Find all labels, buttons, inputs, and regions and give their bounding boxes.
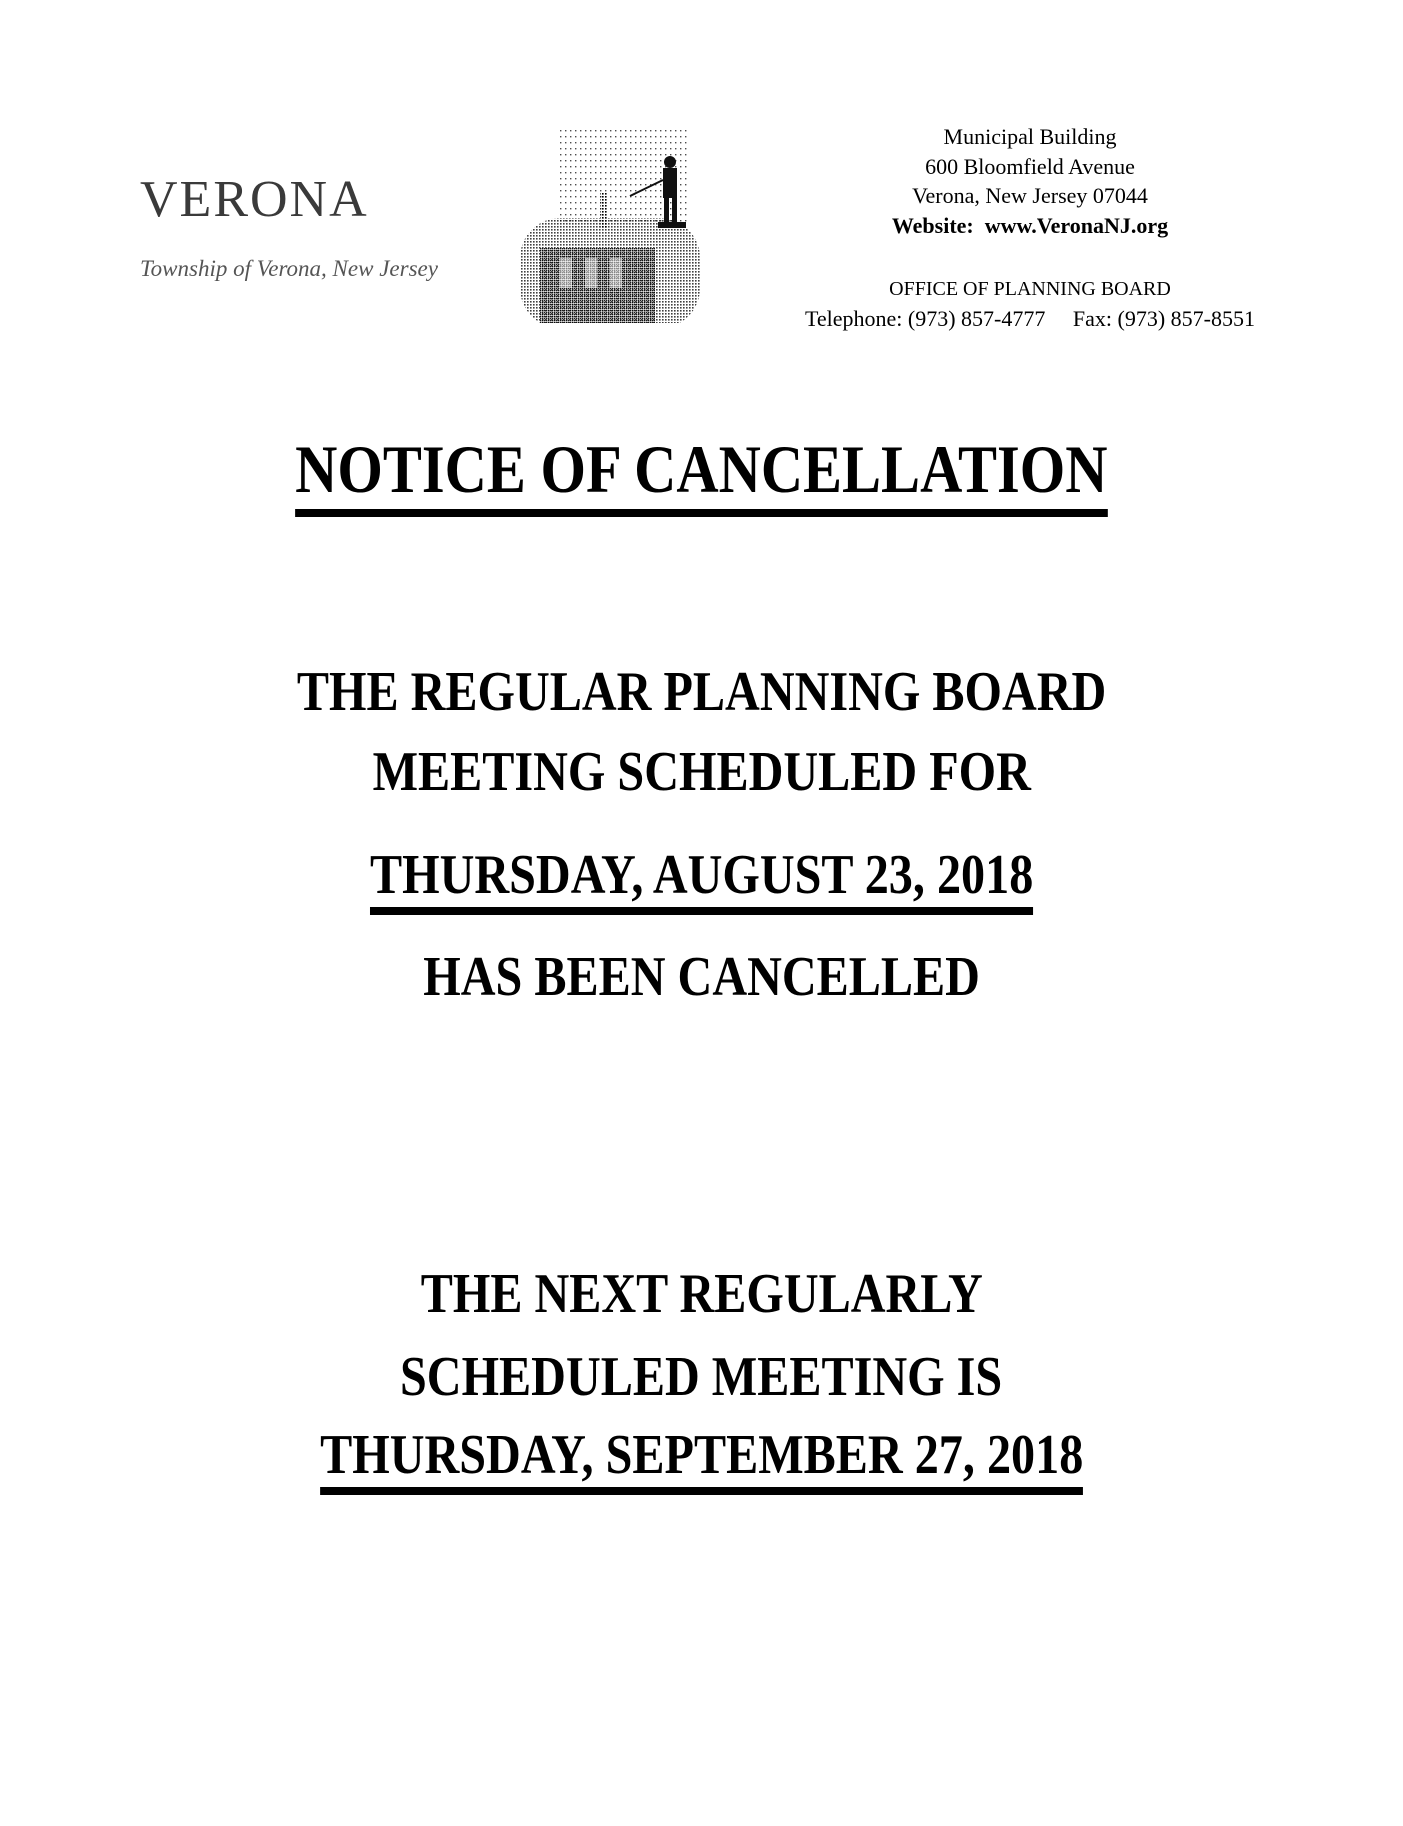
logo-text: VERONA bbox=[140, 171, 369, 228]
next-line-1-text: THE NEXT REGULARLY bbox=[420, 1263, 983, 1325]
cancelled-date bbox=[0, 843, 1403, 915]
cancel-line-2-text: MEETING SCHEDULED FOR bbox=[372, 741, 1031, 803]
contact-line bbox=[740, 304, 1320, 334]
fax-label: Fax: bbox=[1072, 306, 1113, 331]
logo-tagline: Township of Verona, New Jersey bbox=[140, 256, 438, 281]
website-line bbox=[740, 211, 1320, 241]
address-block bbox=[740, 122, 1320, 240]
verona-logo-wordmark bbox=[140, 160, 470, 240]
cancel-line-3 bbox=[0, 945, 1403, 1009]
next-line-2 bbox=[0, 1345, 1403, 1409]
cancel-line-1 bbox=[0, 660, 1403, 724]
town-emblem-icon bbox=[500, 118, 700, 323]
notice-title bbox=[0, 430, 1403, 517]
website-label: Website: bbox=[891, 212, 974, 238]
office-name: OFFICE OF PLANNING BOARD bbox=[889, 278, 1171, 300]
address-line-street: 600 Bloomfield Avenue bbox=[925, 153, 1135, 179]
office-block bbox=[740, 274, 1320, 334]
telephone-number: (973) 857-4777 bbox=[907, 306, 1046, 331]
telephone-label: Telephone: bbox=[804, 306, 903, 331]
cancel-line-1-text: THE REGULAR PLANNING BOARD bbox=[296, 661, 1107, 723]
next-meeting-date-text: THURSDAY, SEPTEMBER 27, 2018 bbox=[320, 1423, 1083, 1495]
next-line-2-text: SCHEDULED MEETING IS bbox=[400, 1346, 1003, 1408]
next-meeting-date bbox=[0, 1423, 1403, 1495]
address-line-city: Verona, New Jersey 07044 bbox=[912, 183, 1148, 208]
website-link[interactable]: www.VeronaNJ.org bbox=[984, 212, 1169, 238]
cancelled-date-text: THURSDAY, AUGUST 23, 2018 bbox=[370, 843, 1033, 915]
cancel-line-2 bbox=[0, 740, 1403, 804]
next-line-1 bbox=[0, 1262, 1403, 1326]
address-line-building: Municipal Building bbox=[943, 124, 1117, 149]
notice-title-text: NOTICE OF CANCELLATION bbox=[295, 430, 1107, 517]
cancel-line-3-text: HAS BEEN CANCELLED bbox=[423, 946, 980, 1008]
fax-number: (973) 857-8551 bbox=[1117, 306, 1255, 331]
